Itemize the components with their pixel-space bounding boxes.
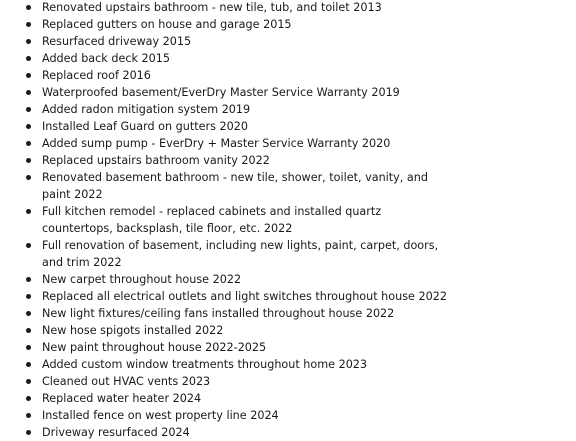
list-item xyxy=(0,356,576,373)
list-item xyxy=(0,390,576,407)
list-item-text: Added sump pump - EverDry + Master Service Warranty 2020 xyxy=(42,137,391,150)
list-item-text: New paint throughout house 2022-2025 xyxy=(42,341,267,354)
list-item xyxy=(0,237,576,271)
bullet-icon xyxy=(26,311,31,316)
list-item xyxy=(0,407,576,424)
bullet-icon xyxy=(26,107,31,112)
bullet-icon xyxy=(26,39,31,44)
list-item xyxy=(0,118,576,135)
list-item xyxy=(0,373,576,390)
list-item-text: Waterproofed basement/EverDry Master Service Warranty 2019 xyxy=(42,86,400,99)
bullet-icon xyxy=(26,430,31,435)
bullet-icon xyxy=(26,90,31,95)
list-item-text: Resurfaced driveway 2015 xyxy=(42,35,192,48)
list-item xyxy=(0,203,576,237)
list-item-text: Full renovation of basement, including new lights, paint, carpet, doors, and trim 2022 xyxy=(42,239,439,269)
bullet-icon xyxy=(26,277,31,282)
list-item-text: Replaced roof 2016 xyxy=(42,69,151,82)
list-item-text: New light fixtures/ceiling fans installed throughout house 2022 xyxy=(42,307,395,320)
list-item-text: New carpet throughout house 2022 xyxy=(42,273,242,286)
list-item-text: Renovated basement bathroom - new tile, shower, toilet, vanity, and paint 2022 xyxy=(42,171,428,201)
bullet-icon xyxy=(26,73,31,78)
list-item-text: Added radon mitigation system 2019 xyxy=(42,103,251,116)
list-item xyxy=(0,50,576,67)
list-item xyxy=(0,152,576,169)
list-item-text: Added back deck 2015 xyxy=(42,52,170,65)
list-item-text: Renovated upstairs bathroom - new tile, tub, and toilet 2013 xyxy=(42,1,382,14)
list-item xyxy=(0,288,576,305)
bullet-icon xyxy=(26,175,31,180)
list-item xyxy=(0,67,576,84)
list-item xyxy=(0,305,576,322)
list-item xyxy=(0,84,576,101)
list-item xyxy=(0,169,576,203)
bullet-icon xyxy=(26,158,31,163)
bullet-icon xyxy=(26,243,31,248)
bullet-icon xyxy=(26,56,31,61)
list-item xyxy=(0,16,576,33)
list-item xyxy=(0,424,576,441)
bullet-icon xyxy=(26,124,31,129)
bullet-icon xyxy=(26,141,31,146)
bullet-icon xyxy=(26,362,31,367)
list-item-text: New hose spigots installed 2022 xyxy=(42,324,224,337)
list-item xyxy=(0,135,576,152)
bullet-icon xyxy=(26,209,31,214)
bullet-icon xyxy=(26,5,31,10)
list-item-text: Cleaned out HVAC vents 2023 xyxy=(42,375,211,388)
list-item xyxy=(0,0,576,16)
list-item xyxy=(0,101,576,118)
list-item-text: Added custom window treatments throughout home 2023 xyxy=(42,358,368,371)
bullet-icon xyxy=(26,345,31,350)
list-item-text: Replaced all electrical outlets and light switches throughout house 2022 xyxy=(42,290,447,303)
bullet-icon xyxy=(26,328,31,333)
list-item xyxy=(0,339,576,356)
bullet-icon xyxy=(26,294,31,299)
list-item-text: Driveway resurfaced 2024 xyxy=(42,426,190,439)
list-item xyxy=(0,33,576,50)
bullet-icon xyxy=(26,379,31,384)
list-item-text: Replaced gutters on house and garage 2015 xyxy=(42,18,292,31)
bullet-icon xyxy=(26,396,31,401)
list-item xyxy=(0,271,576,288)
list-item xyxy=(0,322,576,339)
list-item-text: Installed fence on west property line 2024 xyxy=(42,409,279,422)
list-item-text: Installed Leaf Guard on gutters 2020 xyxy=(42,120,248,133)
bullet-icon xyxy=(26,22,31,27)
list-item-text: Full kitchen remodel - replaced cabinets and installed quartz countertops, backsplash, tile floor, etc. 2022 xyxy=(42,205,382,235)
list-item-text: Replaced water heater 2024 xyxy=(42,392,202,405)
list-item-text: Replaced upstairs bathroom vanity 2022 xyxy=(42,154,270,167)
bullet-icon xyxy=(26,413,31,418)
